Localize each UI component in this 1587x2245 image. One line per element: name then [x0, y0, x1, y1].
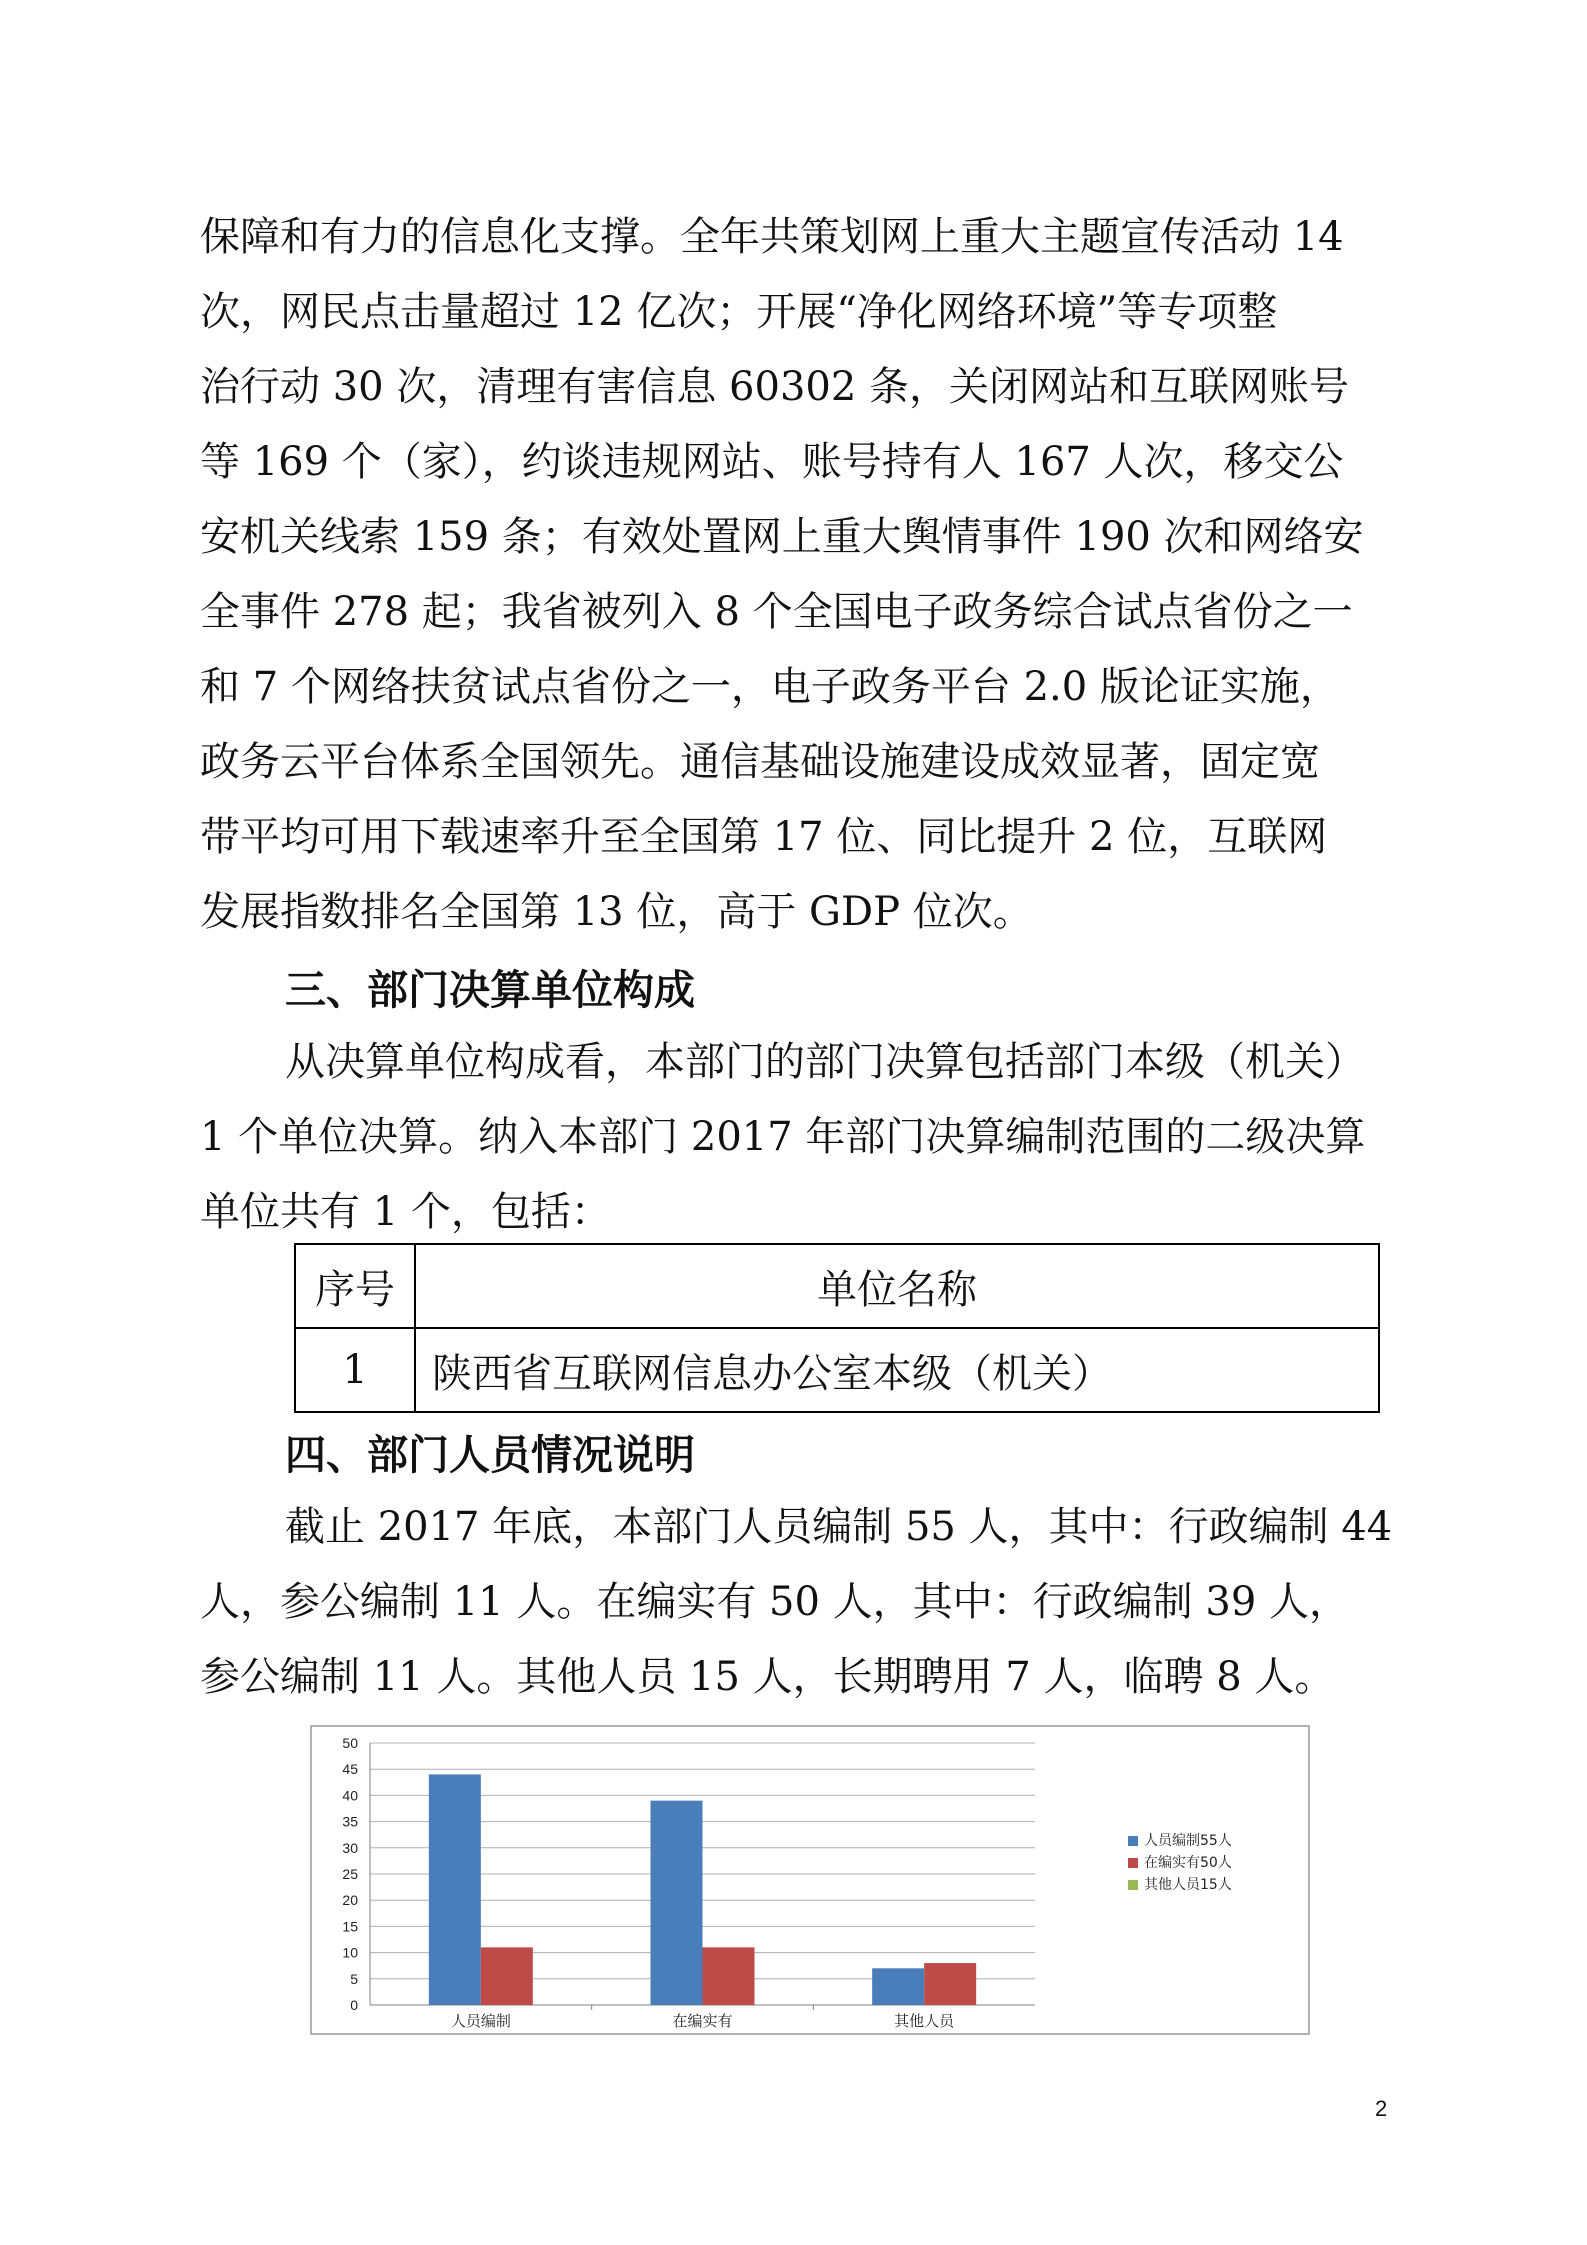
bar-1: [651, 1801, 703, 2005]
section-4-heading: 四、部门人员情况说明: [285, 1431, 695, 1479]
text-line: 截止 2017 年底，本部门人员编制 55 人，其中：行政编制 44: [285, 1504, 1393, 1550]
table-header-row: [295, 1244, 1379, 1328]
text-line: 带平均可用下载速率升至全国第 17 位、同比提升 2 位，互联网: [200, 814, 1328, 860]
unit-table: [294, 1243, 1380, 1413]
bar-2: [703, 1947, 755, 2005]
y-tick-label: 5: [350, 1970, 358, 1987]
text-line: 发展指数排名全国第 13 位，高于 GDP 位次。: [200, 889, 1033, 935]
bar-2: [924, 1963, 976, 2005]
section-3-heading: 三、部门决算单位构成: [285, 966, 695, 1014]
text-line: 安机关线索 159 条；有效处置网上重大舆情事件 190 次和网络安: [200, 514, 1364, 560]
cell-name: 陕西省互联网信息办公室本级（机关）: [415, 1328, 1379, 1412]
y-tick-label: 40: [342, 1787, 358, 1804]
text-line: 政务云平台体系全国领先。通信基础设施建设成效显著，固定宽: [200, 739, 1320, 785]
y-tick-label: 45: [342, 1761, 358, 1778]
header-name: 单位名称: [415, 1244, 1379, 1328]
bar-1: [429, 1774, 481, 2005]
text-line: 治行动 30 次，清理有害信息 60302 条，关闭网站和互联网账号: [200, 364, 1350, 410]
legend-swatch: [1128, 1858, 1138, 1868]
y-tick-label: 0: [350, 1997, 358, 2013]
y-tick-label: 50: [342, 1735, 358, 1751]
y-tick-label: 20: [342, 1892, 358, 1909]
text-line: 全事件 278 起；我省被列入 8 个全国电子政务综合试点省份之一: [200, 589, 1353, 635]
bar-2: [481, 1947, 533, 2005]
legend-label: 其他人员15人: [1144, 1877, 1232, 1893]
text-line: 保障和有力的信息化支撑。全年共策划网上重大主题宣传活动 14: [200, 214, 1344, 260]
y-tick-label: 15: [342, 1918, 358, 1935]
x-tick-label: 在编实有: [672, 2012, 733, 2030]
text-line: 次，网民点击量超过 12 亿次；开展“净化网络环境”等专项整: [200, 289, 1278, 335]
bar-1: [872, 1968, 924, 2005]
text-line: 参公编制 11 人。其他人员 15 人，长期聘用 7 人，临聘 8 人。: [200, 1654, 1335, 1700]
chart-svg: [310, 1725, 1310, 2035]
text-line: 1 个单位决算。纳入本部门 2017 年部门决算编制范围的二级决算: [200, 1114, 1366, 1160]
header-no: 序号: [295, 1244, 415, 1328]
text-line: 单位共有 1 个，包括：: [200, 1189, 611, 1235]
x-tick-label: 其他人员: [894, 2012, 955, 2030]
y-tick-label: 10: [342, 1944, 358, 1961]
legend-label: 人员编制55人: [1144, 1833, 1232, 1849]
x-tick-label: 人员编制: [450, 2012, 511, 2030]
text-line: 和 7 个网络扶贫试点省份之一，电子政务平台 2.0 版论证实施，: [200, 664, 1340, 710]
y-tick-label: 25: [342, 1866, 358, 1882]
page-number: 2: [1375, 2096, 1388, 2121]
legend-label: 在编实有50人: [1144, 1855, 1232, 1871]
y-tick-label: 35: [342, 1813, 358, 1830]
text-line: 从决算单位构成看，本部门的部门决算包括部门本级（机关）: [285, 1039, 1365, 1085]
staff-bar-chart: [310, 1725, 1310, 2035]
text-line: 等 169 个（家），约谈违规网站、账号持有人 167 人次，移交公: [200, 439, 1344, 485]
table-row: [295, 1328, 1379, 1412]
legend-swatch: [1128, 1880, 1138, 1890]
text-line: 人，参公编制 11 人。在编实有 50 人，其中：行政编制 39 人，: [200, 1579, 1349, 1625]
y-tick-label: 30: [342, 1839, 358, 1856]
cell-no: 1: [295, 1328, 415, 1412]
legend-swatch: [1128, 1836, 1138, 1846]
